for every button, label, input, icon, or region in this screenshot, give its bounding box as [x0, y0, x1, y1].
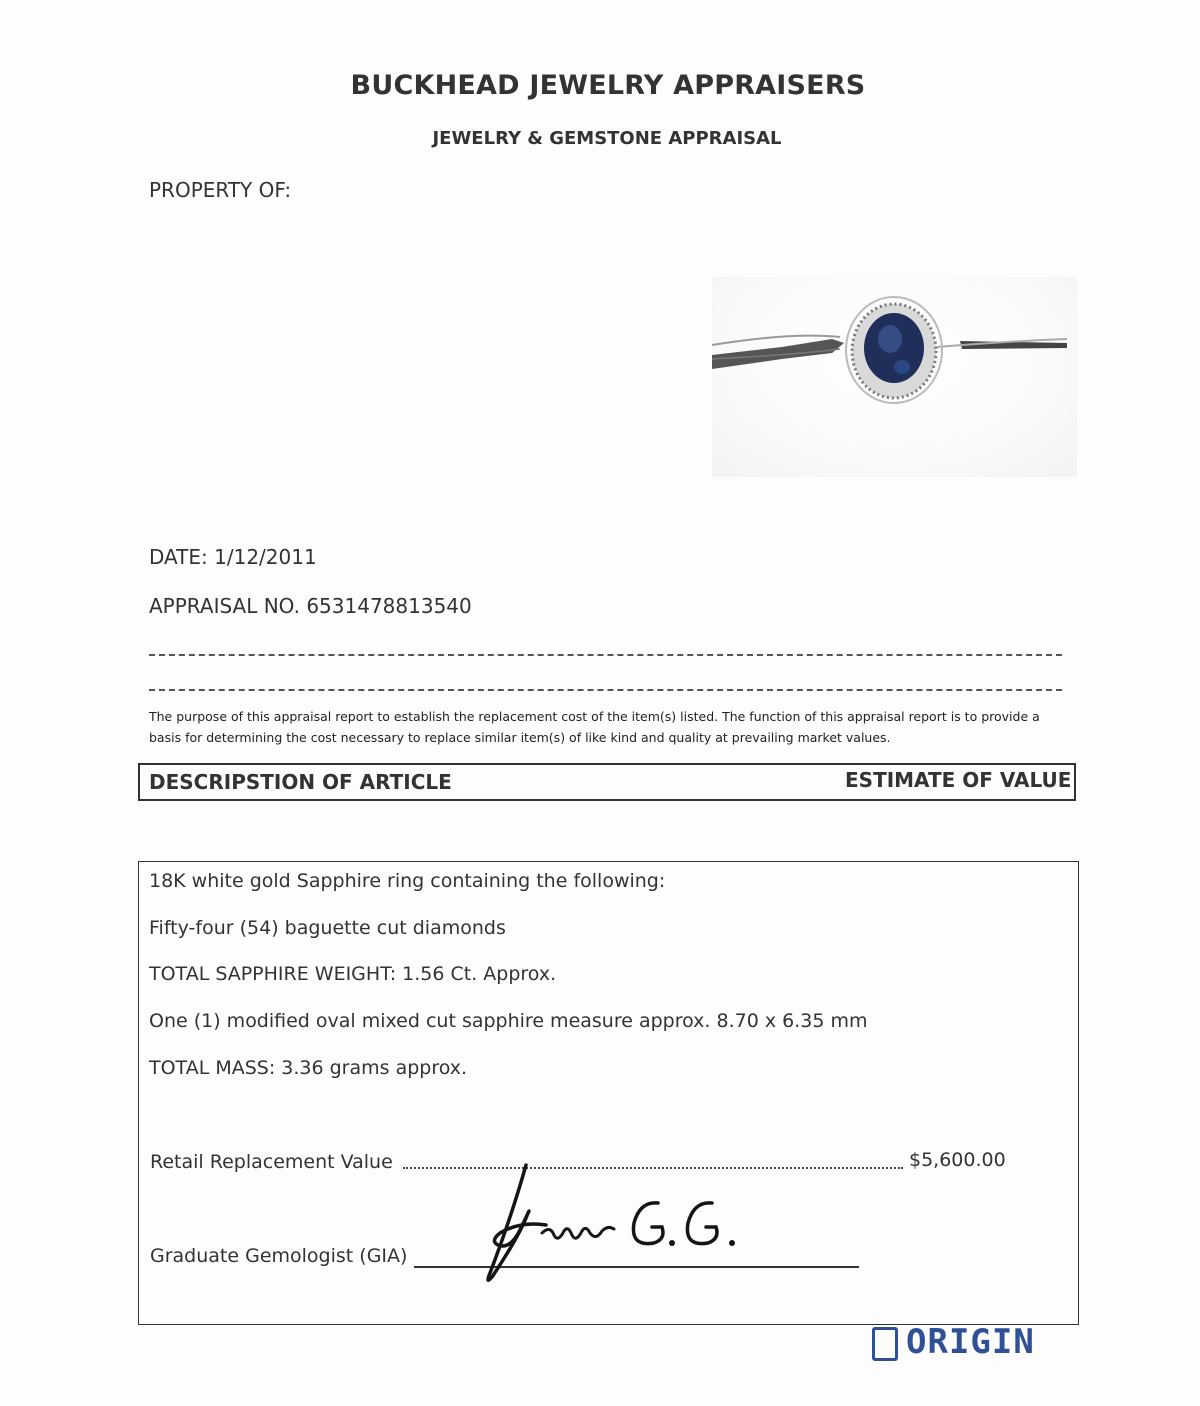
estimate-header: ESTIMATE OF VALUE: [845, 768, 1072, 792]
sapphire-ring-photo: [712, 277, 1077, 477]
description-header: DESCRIPSTION OF ARTICLE: [149, 770, 452, 794]
dashed-divider: [149, 654, 1062, 656]
stamp-text: ORIGIN: [906, 1322, 1035, 1362]
page-subtitle: JEWELRY & GEMSTONE APPRAISAL: [432, 128, 782, 149]
dashed-divider: [149, 689, 1062, 691]
gemologist-label: Graduate Gemologist (GIA): [150, 1245, 408, 1267]
property-of-label: PROPERTY OF:: [149, 178, 292, 202]
retail-value-amount: $5,600.00: [909, 1149, 1006, 1171]
description-line: TOTAL MASS: 3.36 grams approx.: [149, 1057, 468, 1079]
appraisal-number: APPRAISAL NO. 6531478813540: [149, 594, 472, 618]
date-label: DATE: 1/12/2011: [149, 545, 317, 569]
original-stamp-icon: [872, 1327, 898, 1361]
original-stamp: [872, 1322, 1035, 1370]
description-line: One (1) modified oval mixed cut sapphire measure approx. 8.70 x 6.35 mm: [149, 1010, 868, 1032]
purpose-statement: The purpose of this appraisal report to establish the replacement cost of the item(s) listed. The function of this appraisal report is to provide a basis for determining the cost necessary to replace similar item(s) of like kind and quality at prevailing market values.: [149, 709, 1040, 745]
signature: [450, 1155, 780, 1295]
page-title: BUCKHEAD JEWELRY APPRAISERS: [350, 70, 866, 101]
description-line: 18K white gold Sapphire ring containing the following:: [149, 870, 666, 892]
description-line: TOTAL SAPPHIRE WEIGHT: 1.56 Ct. Approx.: [149, 963, 557, 985]
retail-value-label: Retail Replacement Value: [150, 1151, 393, 1173]
description-line: Fifty-four (54) baguette cut diamonds: [149, 917, 506, 939]
